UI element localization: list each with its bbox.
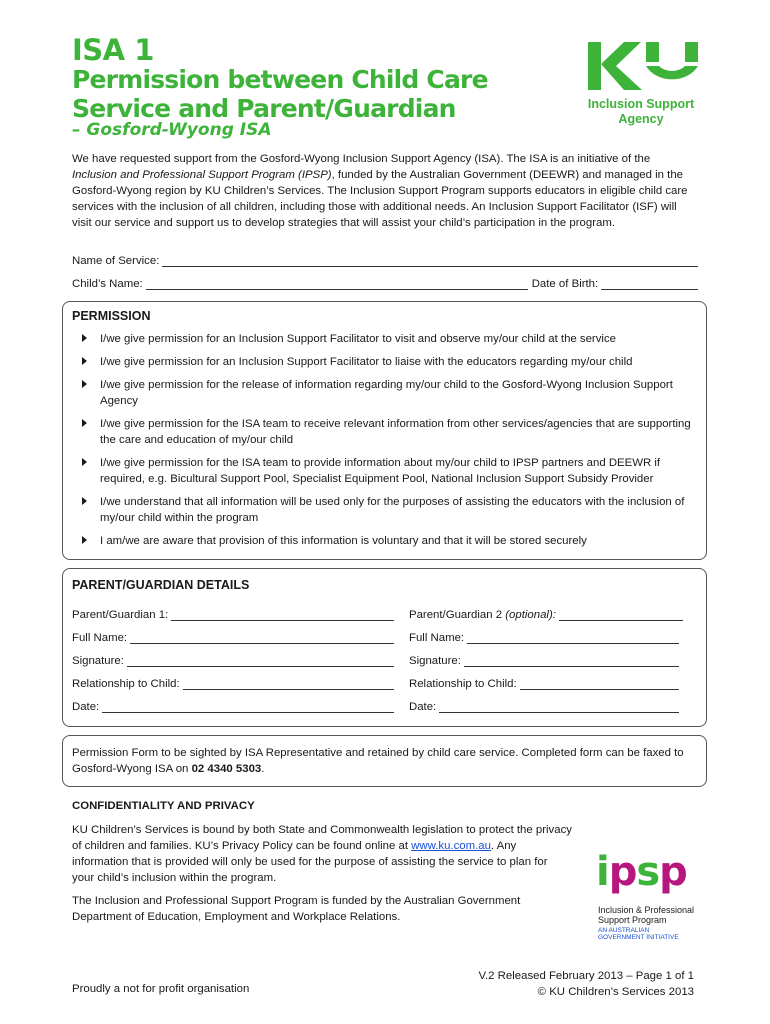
- list-item-text: I/we give permission for the ISA team to receive relevant information from other services/agencies that are supporting the care and education of my/our child: [100, 418, 691, 446]
- bullet-icon: [82, 419, 87, 427]
- pg2-field: [409, 609, 683, 621]
- ku-website-link[interactable]: www.ku.com.au: [411, 840, 491, 852]
- ku-logo: [586, 40, 702, 92]
- pg2-relationship-label: Relationship to Child:: [409, 678, 517, 690]
- ipsp-logo-word: [596, 849, 687, 895]
- list-item-text: I/we give permission for the release of information regarding my/our child to the Gosford-Wyong Inclusion Support Agency: [100, 379, 673, 407]
- pg1-date-label: Date:: [72, 701, 100, 713]
- ipsp-caption-line-1: Inclusion & Professional: [598, 905, 695, 915]
- list-item: [80, 331, 700, 347]
- list-item: [80, 354, 700, 370]
- confidentiality-paragraph-2: The Inclusion and Professional Support Program is funded by the Australian Government Department of Education, Employment and Workplace Relations.: [72, 895, 521, 923]
- ipsp-letter-p2: p: [659, 849, 687, 895]
- child-name-input[interactable]: [146, 279, 528, 290]
- pg1-relationship-field: [72, 678, 394, 690]
- footer-tagline: Proudly a not for profit organisation: [72, 983, 250, 995]
- dob-input[interactable]: [601, 279, 698, 290]
- list-item-text: I/we give permission for the ISA team to provide information about my/our child to IPSP partners and DEEWR if required, e.g. Bicultural Support Pool, Specialist Equipment Pool, National Inclusion Support Subsidy Provider: [100, 457, 661, 485]
- intro-italic: Inclusion and Professional Support Program (IPSP): [72, 169, 332, 181]
- intro-text-1: We have requested support from the Gosford-Wyong Inclusion Support Agency (ISA). The ISA is an initiative of the: [72, 153, 651, 165]
- dob-label: Date of Birth:: [531, 278, 599, 290]
- footer-version-line: V.2 Released February 2013 – Page 1 of 1: [478, 970, 694, 982]
- pg2-date-input[interactable]: [439, 702, 679, 713]
- pg2-date-label: Date:: [409, 701, 437, 713]
- pg1-full-name-field: [72, 632, 394, 644]
- list-item-text: I/we understand that all information will be used only for the purposes of assisting the educators with the inclusion of my/our child within the program: [100, 496, 685, 524]
- title-line-1: ISA 1: [72, 33, 154, 67]
- note-text: [72, 745, 700, 777]
- ipsp-caption: [598, 905, 694, 925]
- confidentiality-heading: CONFIDENTIALITY AND PRIVACY: [72, 800, 255, 812]
- pg1-relationship-input[interactable]: [183, 679, 394, 690]
- ku-caption-line-1: Inclusion Support: [587, 97, 695, 111]
- fax-number: 02 4340 5303: [191, 763, 262, 775]
- service-name-input[interactable]: [162, 256, 698, 267]
- pg1-date-field: [72, 701, 394, 713]
- ku-caption: [576, 97, 706, 127]
- ipsp-gov-line-2: GOVERNMENT INITIATIVE: [598, 934, 679, 941]
- pg2-relationship-input[interactable]: [520, 679, 679, 690]
- list-item: [80, 377, 700, 409]
- pg1-relationship-label: Relationship to Child:: [72, 678, 180, 690]
- list-item: [80, 533, 700, 549]
- pg1-signature-input[interactable]: [127, 656, 394, 667]
- title-line-3: Service and Parent/Guardian: [72, 94, 456, 123]
- list-item-text: I/we give permission for an Inclusion Support Facilitator to liaise with the educators regarding my/our child: [100, 356, 633, 368]
- list-item: [80, 416, 700, 448]
- title-line-2: Permission between Child Care: [72, 65, 488, 94]
- pg1-signature-label: Signature:: [72, 655, 124, 667]
- note-text-end: .: [261, 763, 265, 775]
- document-title: [72, 33, 572, 123]
- ipsp-letter-p: p: [608, 849, 637, 895]
- pg2-full-name-label: Full Name:: [409, 632, 465, 644]
- bullet-icon: [82, 334, 87, 342]
- pg2-label: Parent/Guardian 2: [409, 609, 503, 621]
- pg1-full-name-input[interactable]: [130, 633, 394, 644]
- child-name-label: Child’s Name:: [72, 278, 143, 290]
- pg2-date-field: [409, 701, 679, 713]
- bullet-icon: [82, 380, 87, 388]
- list-item: [80, 494, 700, 526]
- pg2-input[interactable]: [559, 610, 683, 621]
- pg1-label: Parent/Guardian 1:: [72, 609, 169, 621]
- footer-version: [478, 968, 694, 1000]
- confidentiality-paragraph-1: [72, 822, 572, 886]
- pg2-signature-field: [409, 655, 679, 667]
- ipsp-gov-line-1: AN AUSTRALIAN: [598, 927, 650, 934]
- ku-caption-line-2: Agency: [618, 112, 664, 126]
- ipsp-gov-caption: [598, 927, 679, 941]
- ipsp-letter-i: i: [596, 849, 609, 895]
- pg1-full-name-label: Full Name:: [72, 632, 128, 644]
- ipsp-caption-line-2: Support Program: [598, 915, 667, 925]
- permission-list: [80, 331, 700, 556]
- pg1-input[interactable]: [171, 610, 394, 621]
- bullet-icon: [82, 497, 87, 505]
- ku-logo-icon: [586, 40, 702, 92]
- permission-heading: PERMISSION: [72, 309, 151, 323]
- intro-text-2: , funded by the Australian Government (DEEWR) and managed in the Gosford-Wyong region by KU Children’s Services. The Inclusion Support Program supports educators in eligible child care services with the inclusion of all children, including those with additional needs. An Inclusion Support Facilitator (ISF) will visit our service and support us to develop strategies that will assist your child’s participation in the program.: [72, 169, 688, 229]
- list-item: [80, 455, 700, 487]
- bullet-icon: [82, 536, 87, 544]
- pg2-full-name-field: [409, 632, 679, 644]
- pg2-relationship-field: [409, 678, 679, 690]
- bullet-icon: [82, 458, 87, 466]
- ipsp-letter-s: s: [636, 849, 660, 895]
- footer-copyright-line: © KU Children’s Services 2013: [537, 986, 694, 998]
- service-name-field: [72, 255, 698, 267]
- pg1-field: [72, 609, 394, 621]
- intro-paragraph: [72, 151, 698, 231]
- pg1-signature-field: [72, 655, 394, 667]
- document-subtitle: – Gosford-Wyong ISA: [72, 120, 272, 140]
- pg2-signature-label: Signature:: [409, 655, 461, 667]
- service-name-label: Name of Service:: [72, 255, 160, 267]
- bullet-icon: [82, 357, 87, 365]
- pg2-signature-input[interactable]: [464, 656, 679, 667]
- pg1-date-input[interactable]: [102, 702, 394, 713]
- list-item-text: I am/we are aware that provision of this information is voluntary and that it will be stored securely: [100, 535, 587, 547]
- conf-text-b: . Any information that is provided will only be used for the purpose of assisting the service to plan for your child’s inclusion within the program.: [72, 840, 548, 884]
- pg2-full-name-input[interactable]: [467, 633, 679, 644]
- ipsp-logo: [596, 849, 716, 942]
- pg2-optional: (optional):: [505, 609, 556, 621]
- conf-text-a: KU Children’s Services is bound by both State and Commonwealth legislation to protect the privacy of children and families. KU’s Privacy Policy can be found online at: [72, 824, 572, 852]
- note-text-body: Permission Form to be sighted by ISA Representative and retained by child care service. Completed form can be faxed to Gosford-Wyong ISA on: [72, 747, 684, 775]
- parent-guardian-heading: PARENT/GUARDIAN DETAILS: [72, 578, 250, 592]
- list-item-text: I/we give permission for an Inclusion Support Facilitator to visit and observe my/our child at the service: [100, 333, 616, 345]
- child-name-field: [72, 278, 698, 290]
